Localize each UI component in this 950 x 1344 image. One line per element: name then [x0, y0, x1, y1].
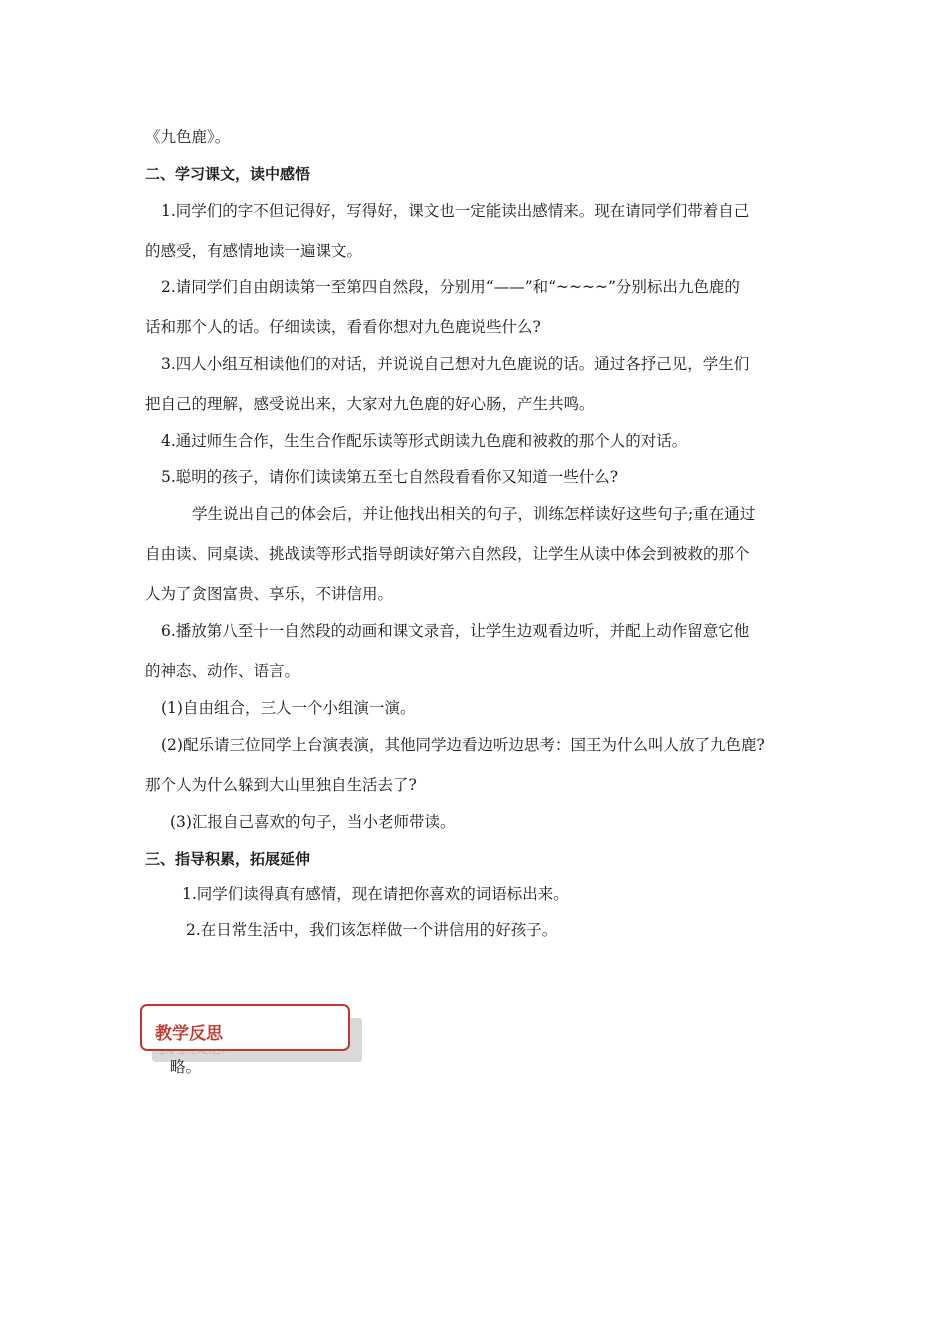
paragraph-line: 学生说出自己的体会后，并让他找出相关的句子，训练怎样读好这些句子;重在通过: [192, 505, 756, 523]
paragraph-line: 4.通过师生合作，生生合作配乐读等形式朗读九色鹿和被救的那个人的对话。: [161, 432, 688, 450]
section-heading-3: 三、指导积累，拓展延伸: [145, 850, 311, 868]
paragraph-line: (3)汇报自己喜欢的句子，当小老师带读。: [170, 813, 456, 831]
paragraph-line: 5.聪明的孩子，请你们读读第五至七自然段看看你又知道一些什么?: [161, 468, 619, 486]
paragraph-line: 6.播放第八至十一自然段的动画和课文录音，让学生边观看边听，并配上动作留意它他: [161, 622, 750, 640]
paragraph-line: (1)自由组合，三人一个小组演一演。: [161, 699, 416, 717]
paragraph-line: 的感受，有感情地读一遍课文。: [145, 242, 363, 260]
paragraph-line: 自由读、同桌读、挑战读等形式指导朗读好第六自然段，让学生从读中体会到被救的那个: [145, 545, 750, 563]
section-heading-2: 二、学习课文，读中感悟: [145, 165, 311, 183]
paragraph-line: 1.同学们读得真有感情，现在请把你喜欢的词语标出来。: [182, 885, 569, 903]
reflection-content: 略。: [170, 1058, 202, 1076]
paragraph-line: 2.在日常生活中，我们该怎样做一个讲信用的好孩子。: [186, 921, 558, 939]
paragraph-line: 的神态、动作、语言。: [145, 662, 301, 680]
paragraph-line: 3.四人小组互相读他们的对话，并说说自己想对九色鹿说的话。通过各抒己见，学生们: [161, 355, 750, 373]
reflection-title: 教学反思: [155, 1024, 223, 1044]
paragraph-line: 把自己的理解，感受说出来，大家对九色鹿的好心肠，产生共鸣。: [145, 395, 595, 413]
paragraph-line: 2.请同学们自由朗读第一至第四自然段，分别用“——”和“~~~~”分别标出九色鹿的: [161, 278, 740, 296]
paragraph-line: (2)配乐请三位同学上台演表演，其他同学边看边听边思考：国王为什么叫人放了九色鹿?: [161, 736, 765, 754]
paragraph-line: 那个人为什么躲到大山里独自生活去了?: [145, 776, 417, 794]
book-title-line: 《九色鹿》。: [145, 128, 231, 146]
paragraph-line: 1.同学们的字不但记得好，写得好，课文也一定能读出感情来。现在请同学们带着自己: [161, 202, 750, 220]
paragraph-line: 话和那个人的话。仔细读读，看看你想对九色鹿说些什么?: [145, 318, 541, 336]
paragraph-line: 人为了贪图富贵、享乐，不讲信用。: [145, 585, 394, 603]
